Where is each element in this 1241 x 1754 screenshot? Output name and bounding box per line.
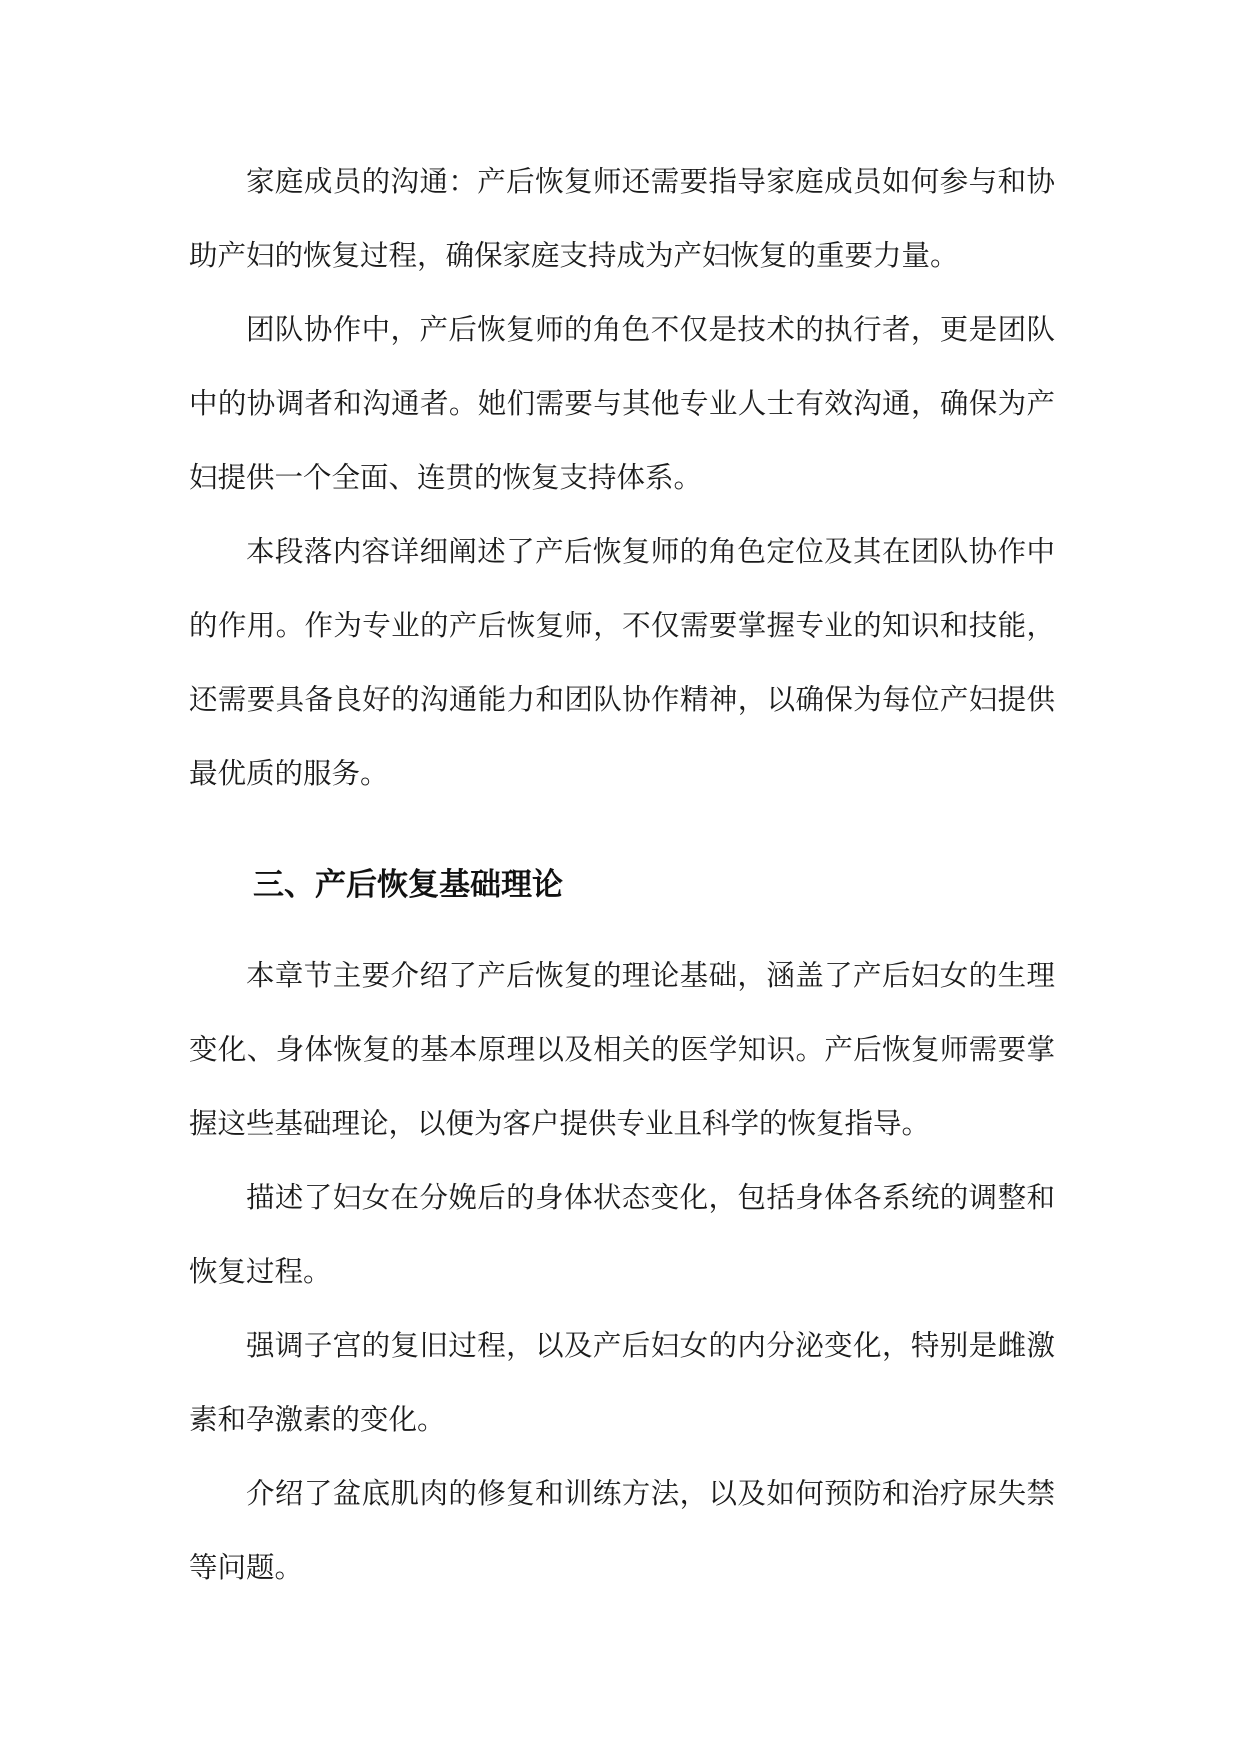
page-content (189, 145, 1055, 1605)
paragraph-uterus-endocrine: 强调子宫的复旧过程，以及产后妇女的内分泌变化，特别是雌激素和孕激素的变化。 (189, 1329, 1055, 1436)
section-heading: 三、产后恢复基础理论 (253, 867, 563, 903)
paragraph-body-changes: 描述了妇女在分娩后的身体状态变化，包括身体各系统的调整和恢复过程。 (189, 1181, 1055, 1288)
paragraph-pelvic-floor: 介绍了盆底肌肉的修复和训练方法，以及如何预防和治疗尿失禁等问题。 (189, 1477, 1055, 1584)
paragraph-family-communication: 家庭成员的沟通：产后恢复师还需要指导家庭成员如何参与和协助产妇的恢复过程，确保家庭支持成为产妇恢复的重要力量。 (189, 165, 1055, 272)
paragraph-role-summary: 本段落内容详细阐述了产后恢复师的角色定位及其在团队协作中的作用。作为专业的产后恢复师，不仅需要掌握专业的知识和技能，还需要具备良好的沟通能力和团队协作精神，以确保为每位产妇提供最优质的服务。 (189, 535, 1055, 790)
paragraph-chapter-intro: 本章节主要介绍了产后恢复的理论基础，涵盖了产后妇女的生理变化、身体恢复的基本原理以及相关的医学知识。产后恢复师需要掌握这些基础理论，以便为客户提供专业且科学的恢复指导。 (189, 959, 1055, 1140)
paragraph-team-collaboration: 团队协作中，产后恢复师的角色不仅是技术的执行者，更是团队中的协调者和沟通者。她们需要与其他专业人士有效沟通，确保为产妇提供一个全面、连贯的恢复支持体系。 (189, 313, 1055, 494)
